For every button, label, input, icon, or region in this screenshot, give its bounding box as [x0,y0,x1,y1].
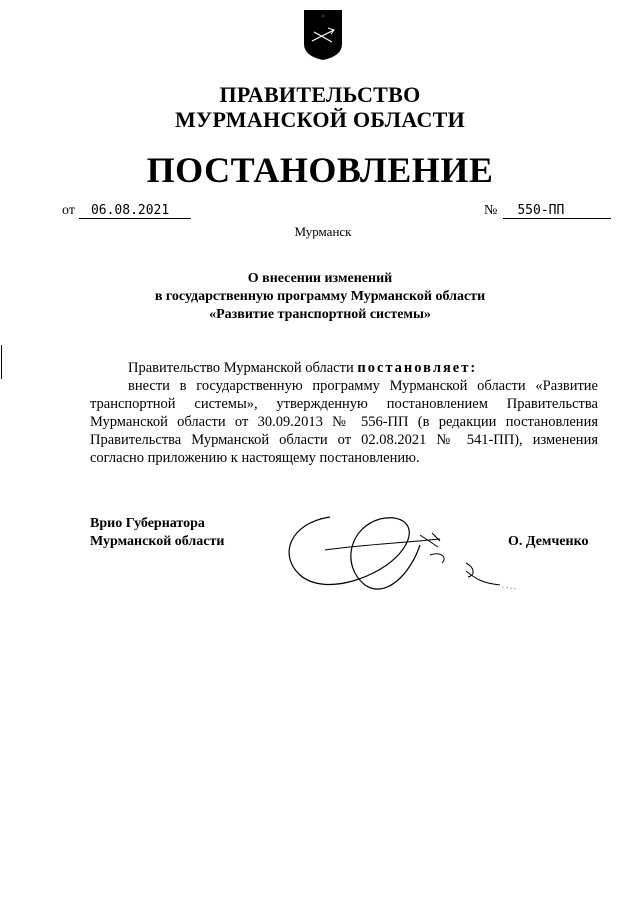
subject-line3: «Развитие транспортной системы» [209,307,431,322]
document-date [62,203,191,219]
number-value: 550-ПП [503,204,611,219]
subject-line2: в государственную программу Мурманской области [154,289,486,304]
margin-mark [1,345,2,379]
resolution-keyword: постановляет: [357,360,478,376]
signatory-title-line1: Врио Губернатора [90,516,205,531]
handwritten-signature [270,505,530,605]
government-title-line1: ПРАВИТЕЛЬСТВО [219,82,421,107]
subject-line1: О внесении изменений [247,271,393,286]
date-prefix: от [62,203,75,218]
document-number [484,203,611,219]
coat-of-arms-icon [302,8,344,62]
government-title-line2: МУРМАНСКОЙ ОБЛАСТИ [174,107,466,132]
city-name: Мурманск [294,224,352,239]
document-type-title: ПОСТАНОВЛЕНИЕ [146,150,494,190]
signatory-name: О. Демченко [508,534,589,549]
number-prefix: № [484,203,498,218]
signatory-title-line2: Мурманской области [90,534,225,549]
date-value: 06.08.2021 [79,204,191,219]
resolution-intro-text: Правительство Мурманской области [128,360,358,376]
resolution-body: внести в государственную программу Мурманской области «Развитие транспортной системы», утвержденную постановлением Правительства Мурманской области от 30.09.2013 № 556-ПП (в редакции постановления Правительства Мурманской области от 02.08.2021 № 541-ПП), изменения согласно приложению к настоящему постановлению. [90,378,598,466]
resolution-intro [90,359,598,377]
